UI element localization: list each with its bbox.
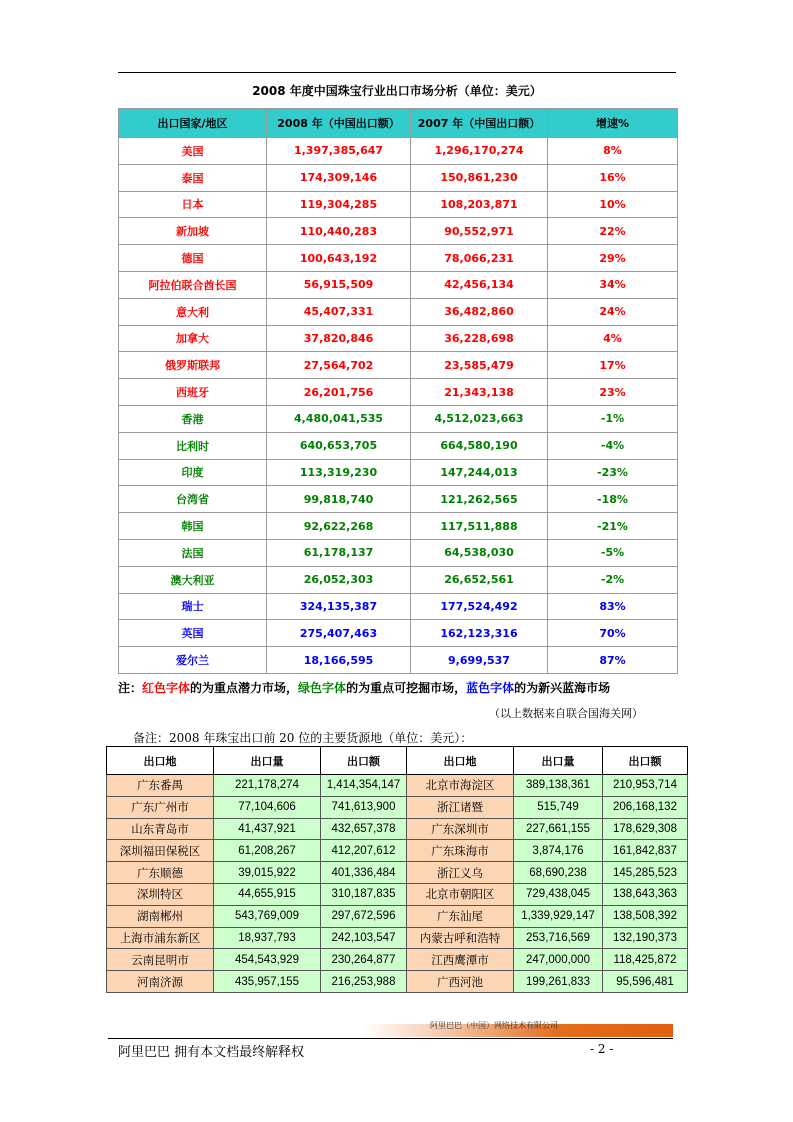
volume-cell: 61,208,267	[214, 840, 321, 862]
table-row	[119, 325, 678, 352]
column-header: 增速%	[548, 109, 678, 138]
export-2008-cell: 640,653,705	[267, 432, 411, 459]
growth-cell: -2%	[548, 566, 678, 593]
growth-cell: 29%	[548, 245, 678, 272]
origin-cell: 浙江诸暨	[407, 796, 514, 818]
volume-cell: 3,874,176	[514, 840, 603, 862]
volume-cell: 389,138,361	[514, 775, 603, 797]
export-2008-cell: 99,818,740	[267, 486, 411, 513]
country-cell: 瑞士	[119, 593, 267, 620]
growth-cell: -4%	[548, 432, 678, 459]
export-2008-cell: 174,309,146	[267, 164, 411, 191]
table-row	[119, 432, 678, 459]
volume-cell: 44,655,915	[214, 883, 321, 905]
export-2007-cell: 64,538,030	[411, 539, 548, 566]
growth-cell: 23%	[548, 379, 678, 406]
origin-cell: 山东青岛市	[107, 818, 214, 840]
export-market-table	[118, 108, 678, 674]
export-2007-cell: 21,343,138	[411, 379, 548, 406]
origin-cell: 广东珠海市	[407, 840, 514, 862]
table-row	[119, 539, 678, 566]
column-header: 出口地	[107, 747, 214, 775]
table-row	[107, 927, 688, 949]
value-cell: 145,285,523	[603, 862, 688, 884]
export-2008-cell: 56,915,509	[267, 271, 411, 298]
table-row	[119, 459, 678, 486]
export-2007-cell: 664,580,190	[411, 432, 548, 459]
value-cell: 310,187,835	[321, 883, 407, 905]
export-2008-cell: 100,643,192	[267, 245, 411, 272]
table-row	[119, 191, 678, 218]
value-cell: 432,657,378	[321, 818, 407, 840]
country-cell: 新加坡	[119, 218, 267, 245]
export-2007-cell: 162,123,316	[411, 620, 548, 647]
value-cell: 118,425,872	[603, 949, 688, 971]
table-row	[119, 298, 678, 325]
export-2007-cell: 177,524,492	[411, 593, 548, 620]
origin-cell: 湖南郴州	[107, 905, 214, 927]
growth-cell: 8%	[548, 138, 678, 165]
country-cell: 阿拉伯联合酋长国	[119, 271, 267, 298]
value-cell: 242,103,547	[321, 927, 407, 949]
value-cell: 138,508,392	[603, 905, 688, 927]
growth-cell: -5%	[548, 539, 678, 566]
value-cell: 216,253,988	[321, 971, 407, 993]
value-cell: 178,629,308	[603, 818, 688, 840]
table-row	[119, 164, 678, 191]
country-cell: 加拿大	[119, 325, 267, 352]
table-row	[107, 971, 688, 993]
table-row	[119, 379, 678, 406]
table-row	[107, 949, 688, 971]
volume-cell: 543,769,009	[214, 905, 321, 927]
volume-cell: 221,178,274	[214, 775, 321, 797]
volume-cell: 253,716,569	[514, 927, 603, 949]
origin-cell: 浙江义乌	[407, 862, 514, 884]
table-row	[107, 796, 688, 818]
country-cell: 比利时	[119, 432, 267, 459]
export-2008-cell: 26,201,756	[267, 379, 411, 406]
origin-cell: 内蒙古呼和浩特	[407, 927, 514, 949]
export-2007-cell: 117,511,888	[411, 513, 548, 540]
page-number: - 2 -	[590, 1042, 614, 1056]
country-cell: 德国	[119, 245, 267, 272]
country-cell: 意大利	[119, 298, 267, 325]
country-cell: 澳大利亚	[119, 566, 267, 593]
value-cell: 138,643,363	[603, 883, 688, 905]
note-green-label: 绿色字体	[298, 681, 347, 695]
export-2007-cell: 36,228,698	[411, 325, 548, 352]
origin-cell: 河南济源	[107, 971, 214, 993]
table-row	[119, 245, 678, 272]
export-2008-cell: 110,440,283	[267, 218, 411, 245]
origin-cell: 广西河池	[407, 971, 514, 993]
note-blue-label: 蓝色字体	[466, 681, 515, 695]
column-header: 出口量	[514, 747, 603, 775]
export-2007-cell: 108,203,871	[411, 191, 548, 218]
column-header: 出口地	[407, 747, 514, 775]
export-2008-cell: 45,407,331	[267, 298, 411, 325]
volume-cell: 41,437,921	[214, 818, 321, 840]
growth-cell: 83%	[548, 593, 678, 620]
volume-cell: 247,000,000	[514, 949, 603, 971]
growth-cell: 17%	[548, 352, 678, 379]
value-cell: 1,414,354,147	[321, 775, 407, 797]
source-table-caption: 备注：2008 年珠宝出口前 20 位的主要货源地（单位：美元）：	[133, 731, 473, 745]
footer-rule	[108, 1038, 673, 1039]
note-prefix: 注：	[118, 681, 143, 695]
column-header: 2008 年（中国出口额）	[267, 109, 411, 138]
table-row	[119, 271, 678, 298]
value-cell: 230,264,877	[321, 949, 407, 971]
table-row	[107, 905, 688, 927]
export-2007-cell: 9,699,537	[411, 647, 548, 674]
export-2008-cell: 1,397,385,647	[267, 138, 411, 165]
volume-cell: 18,937,793	[214, 927, 321, 949]
origin-cell: 广东广州市	[107, 796, 214, 818]
volume-cell: 435,957,155	[214, 971, 321, 993]
table-row	[119, 352, 678, 379]
value-cell: 297,672,596	[321, 905, 407, 927]
origin-cell: 广东汕尾	[407, 905, 514, 927]
growth-cell: 24%	[548, 298, 678, 325]
growth-cell: 34%	[548, 271, 678, 298]
volume-cell: 199,261,833	[514, 971, 603, 993]
origin-cell: 上海市浦东新区	[107, 927, 214, 949]
value-cell: 161,842,837	[603, 840, 688, 862]
value-cell: 741,613,900	[321, 796, 407, 818]
value-cell: 412,207,612	[321, 840, 407, 862]
footer-company: 阿里巴巴（中国）网络技术有限公司	[430, 1021, 558, 1030]
export-2008-cell: 119,304,285	[267, 191, 411, 218]
table-row	[119, 620, 678, 647]
origin-cell: 云南昆明市	[107, 949, 214, 971]
table-row	[119, 593, 678, 620]
export-2007-cell: 121,262,565	[411, 486, 548, 513]
export-2008-cell: 275,407,463	[267, 620, 411, 647]
note-red-text: 的为重点潜力市场，	[190, 681, 299, 695]
country-cell: 英国	[119, 620, 267, 647]
table-row	[119, 218, 678, 245]
table-row	[119, 647, 678, 674]
country-cell: 俄罗斯联邦	[119, 352, 267, 379]
growth-cell: -1%	[548, 405, 678, 432]
growth-cell: -21%	[548, 513, 678, 540]
table-row	[107, 775, 688, 797]
export-2007-cell: 36,482,860	[411, 298, 548, 325]
table-row	[107, 883, 688, 905]
export-2008-cell: 113,319,230	[267, 459, 411, 486]
origin-cell: 深圳特区	[107, 883, 214, 905]
country-cell: 法国	[119, 539, 267, 566]
export-2007-cell: 23,585,479	[411, 352, 548, 379]
country-cell: 泰国	[119, 164, 267, 191]
export-2008-cell: 92,622,268	[267, 513, 411, 540]
column-header: 出口额	[321, 747, 407, 775]
growth-cell: -18%	[548, 486, 678, 513]
origin-cell: 广东深圳市	[407, 818, 514, 840]
volume-cell: 454,543,929	[214, 949, 321, 971]
origin-cell: 深圳福田保税区	[107, 840, 214, 862]
volume-cell: 77,104,606	[214, 796, 321, 818]
column-header: 出口额	[603, 747, 688, 775]
country-cell: 西班牙	[119, 379, 267, 406]
footer-band	[108, 1024, 673, 1037]
export-2008-cell: 4,480,041,535	[267, 405, 411, 432]
export-table-title: 2008 年度中国珠宝行业出口市场分析（单位：美元）	[252, 84, 542, 98]
origin-cell: 北京市海淀区	[407, 775, 514, 797]
volume-cell: 39,015,922	[214, 862, 321, 884]
value-cell: 210,953,714	[603, 775, 688, 797]
legend-note	[118, 679, 718, 696]
value-cell: 206,168,132	[603, 796, 688, 818]
table-row	[119, 566, 678, 593]
export-2008-cell: 324,135,387	[267, 593, 411, 620]
data-source: （以上数据来自联合国海关网）	[489, 707, 643, 720]
header-rule	[118, 72, 676, 73]
export-2008-cell: 18,166,595	[267, 647, 411, 674]
export-2007-cell: 4,512,023,663	[411, 405, 548, 432]
export-2008-cell: 27,564,702	[267, 352, 411, 379]
origin-cell: 广东顺德	[107, 862, 214, 884]
growth-cell: 22%	[548, 218, 678, 245]
note-red-label: 红色字体	[142, 681, 191, 695]
table-row	[119, 405, 678, 432]
country-cell: 韩国	[119, 513, 267, 540]
export-2007-cell: 1,296,170,274	[411, 138, 548, 165]
country-cell: 日本	[119, 191, 267, 218]
growth-cell: 4%	[548, 325, 678, 352]
growth-cell: 16%	[548, 164, 678, 191]
volume-cell: 68,690,238	[514, 862, 603, 884]
export-2008-cell: 26,052,303	[267, 566, 411, 593]
table-row	[119, 513, 678, 540]
export-2007-cell: 90,552,971	[411, 218, 548, 245]
column-header: 出口量	[214, 747, 321, 775]
footer-rights: 阿里巴巴 拥有本文档最终解释权	[118, 1045, 305, 1060]
export-2008-cell: 37,820,846	[267, 325, 411, 352]
export-2007-cell: 26,652,561	[411, 566, 548, 593]
growth-cell: -23%	[548, 459, 678, 486]
export-2007-cell: 150,861,230	[411, 164, 548, 191]
growth-cell: 70%	[548, 620, 678, 647]
country-cell: 香港	[119, 405, 267, 432]
table-row	[119, 486, 678, 513]
value-cell: 132,190,373	[603, 927, 688, 949]
country-cell: 美国	[119, 138, 267, 165]
country-cell: 印度	[119, 459, 267, 486]
export-2007-cell: 78,066,231	[411, 245, 548, 272]
table-row	[119, 138, 678, 165]
value-cell: 401,336,484	[321, 862, 407, 884]
volume-cell: 227,661,155	[514, 818, 603, 840]
export-2008-cell: 61,178,137	[267, 539, 411, 566]
origin-cell: 广东番禺	[107, 775, 214, 797]
origin-cell: 江西鹰潭市	[407, 949, 514, 971]
table-row	[107, 818, 688, 840]
column-header: 出口国家/地区	[119, 109, 267, 138]
country-cell: 台湾省	[119, 486, 267, 513]
volume-cell: 729,438,045	[514, 883, 603, 905]
growth-cell: 10%	[548, 191, 678, 218]
volume-cell: 1,339,929,147	[514, 905, 603, 927]
table-header-row	[119, 109, 678, 138]
value-cell: 95,596,481	[603, 971, 688, 993]
table-header-row	[107, 747, 688, 775]
note-green-text: 的为重点可挖掘市场，	[346, 681, 467, 695]
table-row	[107, 840, 688, 862]
volume-cell: 515,749	[514, 796, 603, 818]
origin-cell: 北京市朝阳区	[407, 883, 514, 905]
export-2007-cell: 42,456,134	[411, 271, 548, 298]
supply-source-table	[106, 746, 688, 993]
column-header: 2007 年（中国出口额）	[411, 109, 548, 138]
export-2007-cell: 147,244,013	[411, 459, 548, 486]
country-cell: 爱尔兰	[119, 647, 267, 674]
growth-cell: 87%	[548, 647, 678, 674]
note-blue-text: 的为新兴蓝海市场	[514, 681, 611, 695]
table-row	[107, 862, 688, 884]
